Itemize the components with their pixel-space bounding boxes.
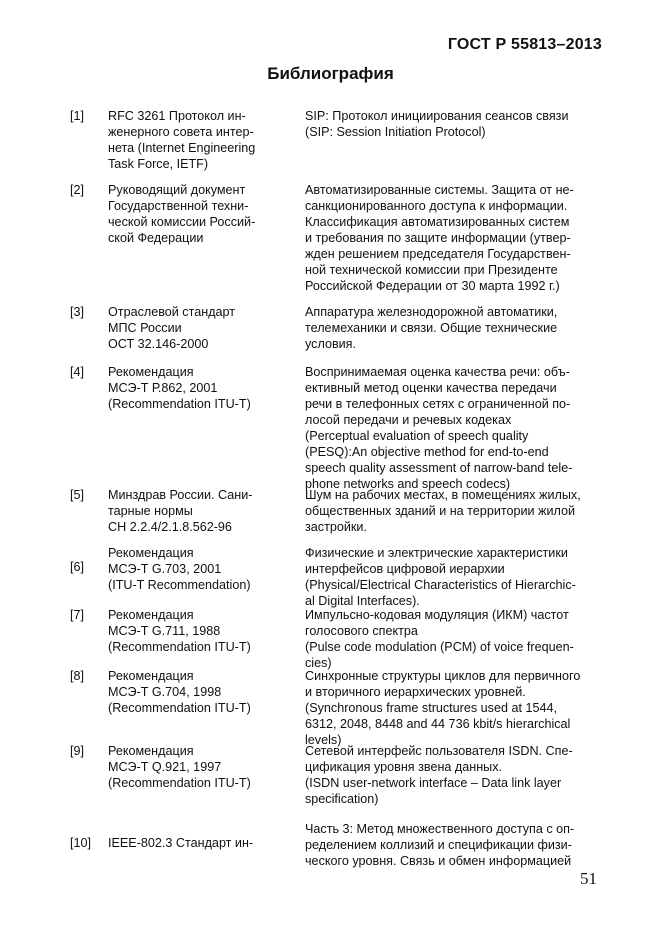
entry-number: [9] bbox=[70, 744, 85, 758]
entry-description: SIP: Протокол инициирования сеансов связи (SIP: Session Initiation Protocol) bbox=[305, 109, 569, 139]
entry-description: Сетевой интерфейс пользователя ISDN. Спе- цификация уровня звена данных. (ISDN user-network interface – Data link layer specification) bbox=[305, 744, 573, 806]
entry-number: [6] bbox=[70, 560, 85, 574]
entry-description: Шум на рабочих местах, в помещениях жилых, общественных зданий и на территории жилой застройки. bbox=[305, 488, 581, 534]
entry-source: Рекомендация МСЭ-Т Р.862, 2001 (Recommendation ITU-T) bbox=[108, 365, 251, 411]
entry-source: Руководящий документ Государственной техни- ческой комиссии Россий- ской Федерации bbox=[108, 183, 256, 245]
entry-description: Аппаратура железнодорожной автоматики, телемеханики и связи. Общие технические условия. bbox=[305, 305, 558, 351]
entry-description: Автоматизированные системы. Защита от не- санкционированного доступа к информации. Классификация автоматизированных систем и требования по защите информации (утвер- жден решением председателя Государствен- ной технической комиссии при Президенте Российской Федерации от 30 марта 1992 г.) bbox=[305, 183, 574, 293]
entry-description: Физические и электрические характеристики интерфейсов цифровой иерархии (Physical/Electrical Characteristics of Hierarchic- al Digital Interfaces). bbox=[305, 546, 576, 608]
entry-source: Рекомендация МСЭ-Т G.704, 1998 (Recommendation ITU-T) bbox=[108, 669, 251, 715]
entry-number: [4] bbox=[70, 365, 85, 379]
entry-description: Часть 3: Метод множественного доступа с оп- ределением коллизий и спецификации физи- ческого уровня. Связь и обмен информацией bbox=[305, 822, 575, 868]
entry-source: Минздрав России. Сани- тарные нормы СН 2.2.4/2.1.8.562-96 bbox=[108, 488, 253, 534]
entry-number: [7] bbox=[70, 608, 85, 622]
entry-number: [8] bbox=[70, 669, 85, 683]
entry-source: Рекомендация МСЭ-Т Q.921, 1997 (Recommendation ITU-T) bbox=[108, 744, 251, 790]
entry-description: Импульсно-кодовая модуляция (ИКМ) частот голосового спектра (Pulse code modulation (PCM) of voice frequen- cies) bbox=[305, 608, 574, 670]
standard-designation: ГОСТ Р 55813–2013 bbox=[447, 36, 602, 53]
entry-source: Рекомендация МСЭ-Т G.703, 2001 (ITU-T Recommendation) bbox=[108, 546, 251, 592]
entry-description: Синхронные структуры циклов для первичного и вторичного иерархических уровней. (Synchronous frame structures used at 1544, 6312, 2048, 8448 and 44 736 kbit/s hierarchical levels) bbox=[305, 669, 581, 747]
entry-description: Воспринимаемая оценка качества речи: объ- ективный метод оценки качества передачи речи в телефонных сетях с ограниченной по- лосой передачи и речевых кодеках (Perceptual evaluation of speech quality (PESQ):An objective method for end-to-end speech quality assessment of narrow-band tele- phone networks and speech codecs) bbox=[305, 365, 573, 491]
page-number: 51 bbox=[580, 869, 597, 888]
entry-source: IEEE-802.3 Стандарт ин- bbox=[108, 836, 254, 850]
entry-number: [5] bbox=[70, 488, 85, 502]
entry-source: Рекомендация МСЭ-Т G.711, 1988 (Recommendation ITU-T) bbox=[108, 608, 251, 654]
entry-number: [2] bbox=[70, 183, 85, 197]
entry-source: Отраслевой стандарт МПС России ОСТ 32.146-2000 bbox=[108, 305, 236, 351]
entry-number: [10] bbox=[70, 836, 92, 850]
entry-number: [3] bbox=[70, 305, 85, 319]
page-title: Библиография bbox=[267, 64, 394, 83]
entry-number: [1] bbox=[70, 109, 85, 123]
entry-source: RFC 3261 Протокол ин- женерного совета интер- нета (Internet Engineering Task Force, IETF) bbox=[108, 109, 256, 171]
